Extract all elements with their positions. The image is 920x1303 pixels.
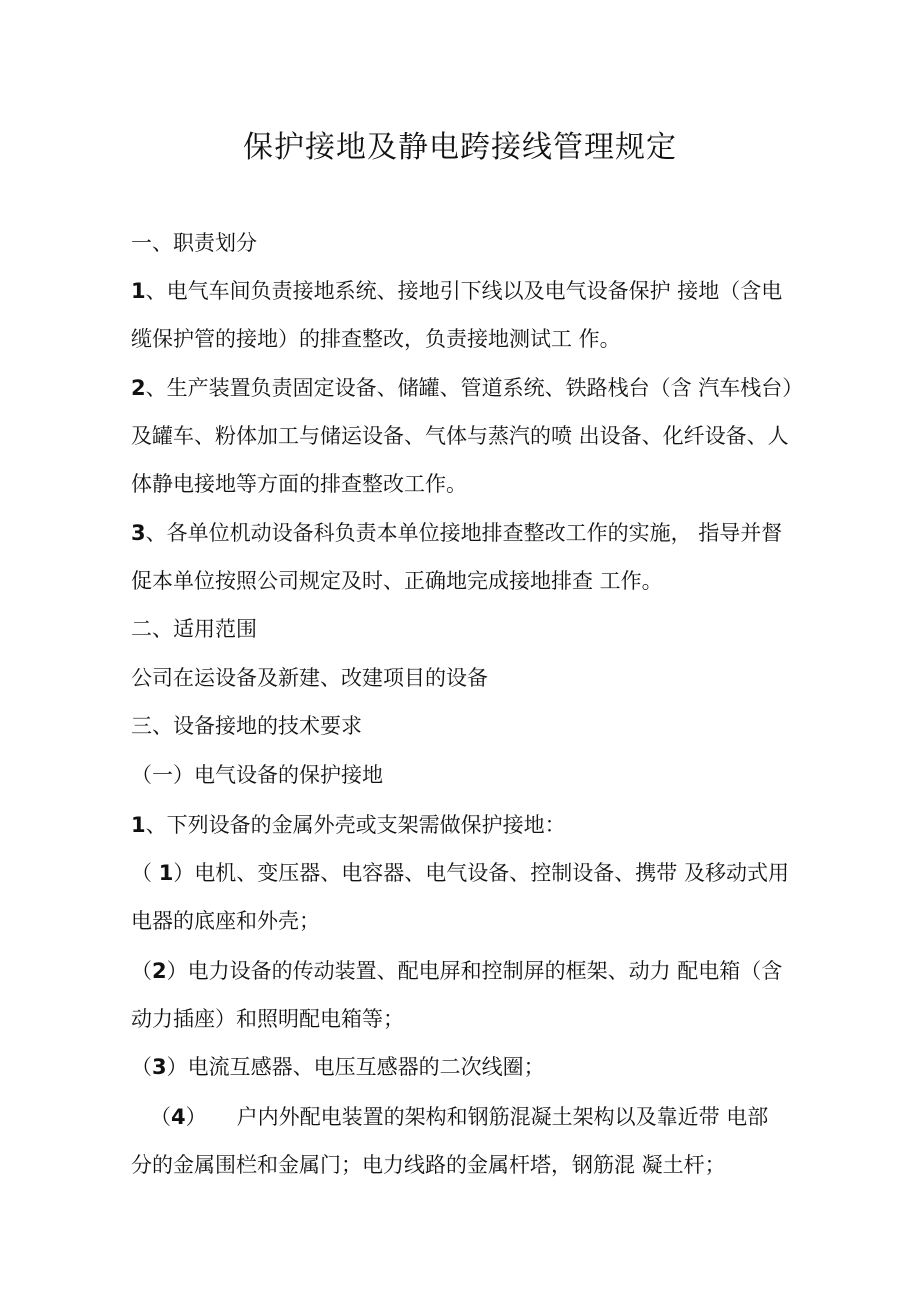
open-paren: （: [131, 1055, 152, 1079]
item-text: ）电力设备的传动装置、配电屏和控制屏的框架、动力 配电箱（含: [166, 959, 783, 983]
item-text: 户内外配电装置的架构和钢筋混凝土架构以及靠近带 电部: [236, 1105, 769, 1129]
open-paren: （: [131, 959, 152, 983]
item-number: 3: [152, 1055, 167, 1079]
close-paren: ）: [185, 1105, 207, 1129]
section-1-item-2-line-3: 体静电接地等方面的排查整改工作。: [131, 472, 467, 496]
section-3-sub-4-line-1: [150, 1102, 768, 1132]
section-3-sub-1-line-2: 电器的底座和外壳；: [131, 909, 320, 933]
section-3-sub-1-line-1: [131, 858, 789, 888]
section-3-sub-2-line-2: 动力插座）和照明配电箱等；: [131, 1007, 404, 1031]
item-number: 3: [131, 521, 146, 545]
section-3-sub-4-line-2: 分的金属围栏和金属门；电力线路的金属杆塔，钢筋混 凝土杆；: [131, 1153, 726, 1177]
section-1-item-2-line-2: 及罐车、粉体加工与储运设备、气体与蒸汽的喷 出设备、化纤设备、人: [131, 424, 789, 448]
section-1-heading: 一、职责划分: [131, 231, 257, 255]
open-paren: （: [150, 1105, 171, 1129]
item-number: 2: [152, 959, 167, 983]
section-1-item-1-line-1: [131, 276, 782, 306]
section-3-subheading: （一）电气设备的保护接地: [131, 763, 383, 787]
item-text: 、下列设备的金属外壳或支架需做保护接地：: [145, 813, 566, 837]
open-paren: （: [131, 861, 159, 885]
document-title: 保护接地及静电跨接线管理规定: [243, 130, 677, 165]
section-1-item-1-line-2: 缆保护管的接地）的排查整改，负责接地测试工 作。: [131, 327, 621, 351]
section-3-item-1: [131, 810, 566, 840]
item-text: 、各单位机动设备科负责本单位接地排查整改工作的实施， 指导并督: [145, 521, 783, 545]
section-3-sub-2-line-1: [131, 956, 782, 986]
section-3-heading: 三、设备接地的技术要求: [131, 714, 362, 738]
section-3-sub-3-line-1: [131, 1052, 545, 1082]
item-text: 、电气车间负责接地系统、接地引下线以及电气设备保护 接地（含电: [145, 279, 783, 303]
section-1-item-2-line-1: [131, 373, 803, 403]
item-text: ）电机、变压器、电容器、电气设备、控制设备、携带 及移动式用: [173, 861, 789, 885]
item-number: 1: [158, 861, 174, 885]
item-number: 1: [131, 813, 146, 837]
section-1-item-3-line-1: [131, 518, 782, 548]
item-text: ）电流互感器、电压互感器的二次线圈；: [166, 1055, 545, 1079]
item-number: 4: [171, 1105, 186, 1129]
item-number: 1: [131, 279, 146, 303]
section-2-body: 公司在运设备及新建、改建项目的设备: [131, 666, 488, 690]
item-number: 2: [131, 376, 146, 400]
section-2-heading: 二、适用范围: [131, 617, 257, 641]
section-1-item-3-line-2: 促本单位按照公司规定及时、正确地完成接地排查 工作。: [131, 569, 663, 593]
item-text: 、生产装置负责固定设备、储罐、管道系统、铁路栈台（含 汽车栈台）: [145, 376, 804, 400]
